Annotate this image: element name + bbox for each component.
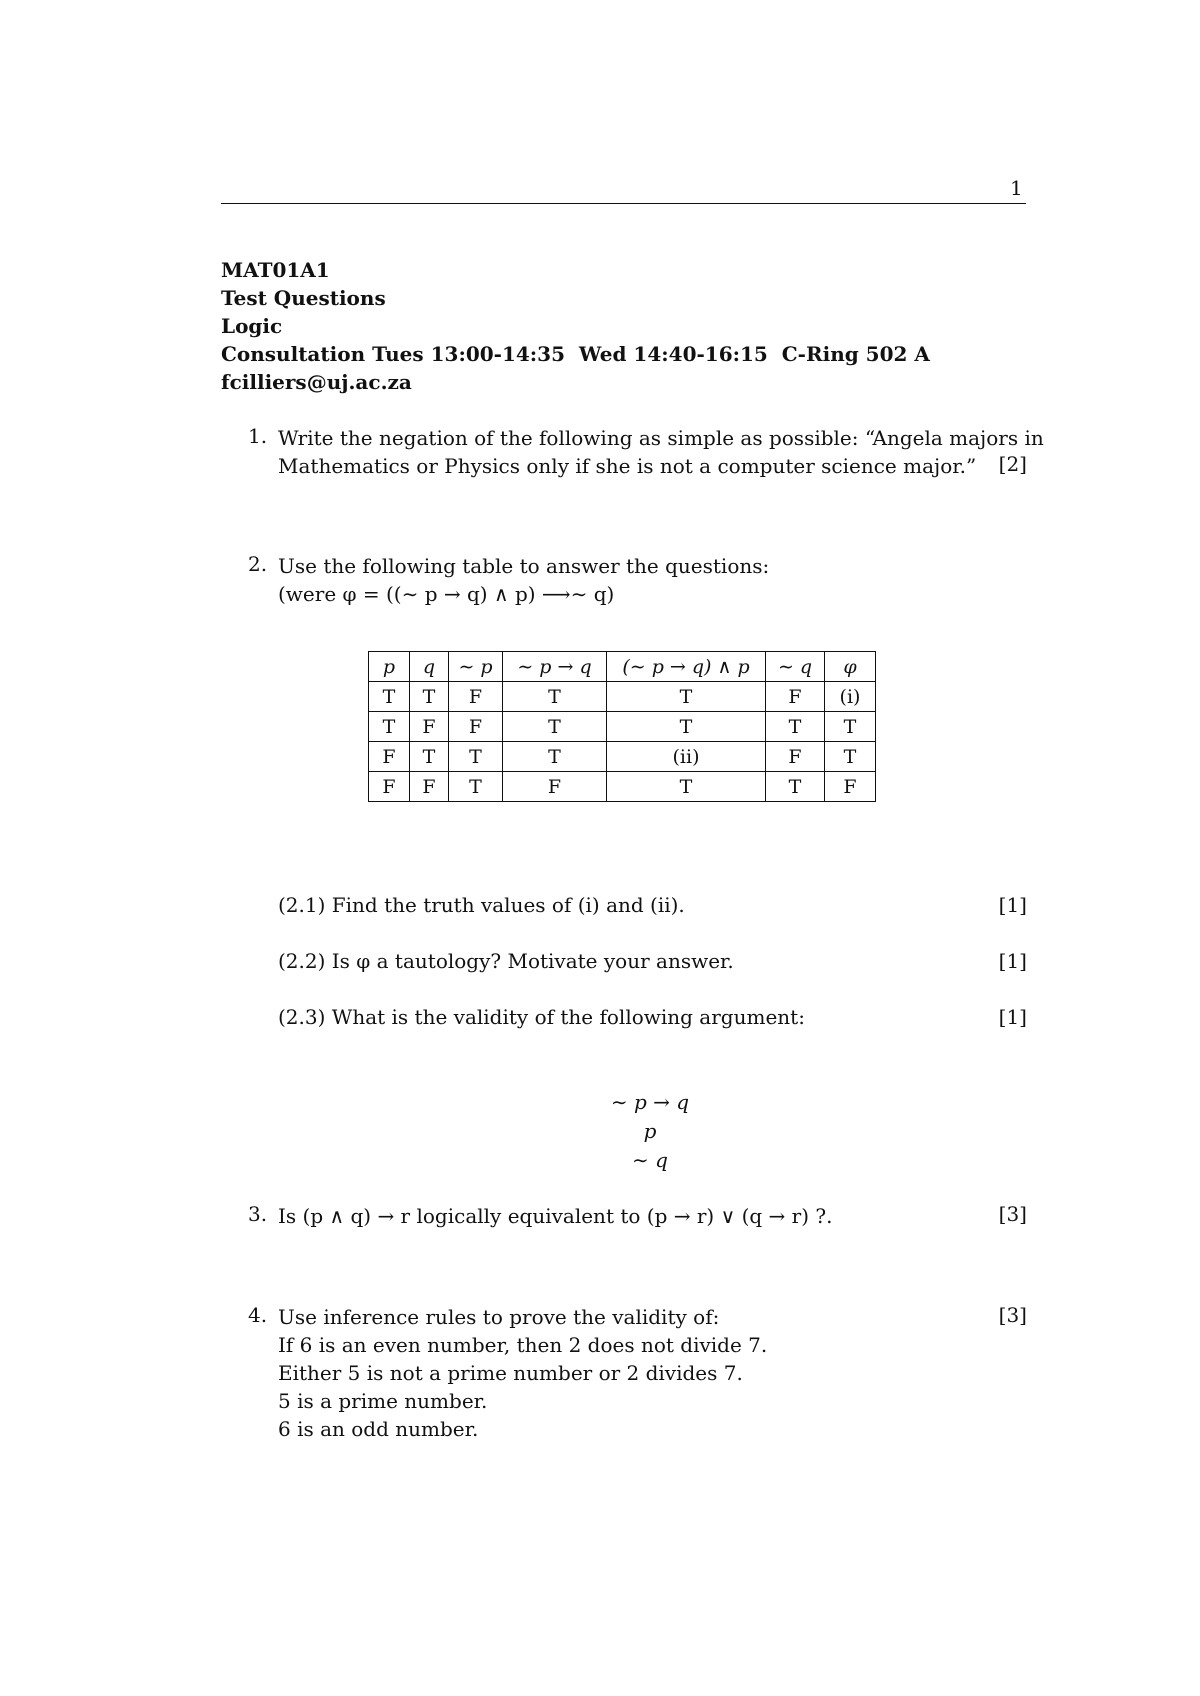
table-cell: T [369, 682, 410, 712]
contact-email: fcilliers@uj.ac.za [221, 370, 412, 394]
table-cell: T [449, 772, 503, 802]
table-cell: F [825, 772, 876, 802]
table-cell: F [766, 682, 825, 712]
question-text: Is (p ∧ q) → r logically equivalent to (p → r) ∨ (q → r) ?. [278, 1204, 833, 1228]
table-row [369, 682, 876, 712]
subquestion-2-2: (2.2) Is φ a tautology? Motivate your answer. [278, 949, 734, 973]
table-row [369, 742, 876, 772]
table-row [369, 712, 876, 742]
argument-premise: p [643, 1119, 657, 1143]
table-header-cell: ∼ q [766, 652, 825, 682]
question-marks: [3] [998, 1202, 1027, 1226]
document-title: Test Questions [221, 286, 386, 310]
question-text: Use the following table to answer the questions: [278, 554, 770, 578]
table-cell: T [503, 712, 607, 742]
page-number: 1 [1010, 176, 1023, 200]
table-cell: T [825, 712, 876, 742]
table-header-cell: p [369, 652, 410, 682]
table-cell: F [410, 772, 449, 802]
subquestion-2-3: (2.3) What is the validity of the following argument: [278, 1005, 805, 1029]
question-marks: [2] [998, 452, 1027, 476]
table-cell: T [503, 742, 607, 772]
premise-line: If 6 is an even number, then 2 does not divide 7. [278, 1333, 768, 1357]
table-cell: T [410, 682, 449, 712]
table-cell: T [825, 742, 876, 772]
table-cell: F [449, 712, 503, 742]
table-cell: T [503, 682, 607, 712]
truth-table [368, 651, 876, 802]
table-header-cell: φ [825, 652, 876, 682]
table-header-cell: ∼ p [449, 652, 503, 682]
table-header-cell: q [410, 652, 449, 682]
table-cell: (ii) [607, 742, 766, 772]
question-text: Use inference rules to prove the validity of: [278, 1305, 720, 1329]
course-code: MAT01A1 [221, 258, 330, 282]
table-cell: F [449, 682, 503, 712]
table-cell: T [607, 682, 766, 712]
question-number: 1. [248, 424, 268, 448]
table-header-cell: ∼ p → q [503, 652, 607, 682]
table-cell: F [369, 772, 410, 802]
table-header-row [369, 652, 876, 682]
table-cell: T [607, 712, 766, 742]
question-number: 4. [248, 1303, 268, 1327]
argument-conclusion: ∼ q [632, 1148, 668, 1172]
table-cell: T [449, 742, 503, 772]
question-marks: [1] [998, 893, 1027, 917]
table-row [369, 772, 876, 802]
formula-definition: (were φ = ((∼ p → q) ∧ p) ⟶∼ q) [278, 582, 615, 606]
question-number: 2. [248, 552, 268, 576]
table-cell: T [766, 712, 825, 742]
table-cell: T [607, 772, 766, 802]
argument-premise: ∼ p → q [610, 1090, 690, 1114]
question-marks: [1] [998, 949, 1027, 973]
question-text: Mathematics or Physics only if she is not a computer science major.” [278, 454, 977, 478]
table-cell: T [766, 772, 825, 802]
table-cell: F [410, 712, 449, 742]
table-cell: T [369, 712, 410, 742]
question-number: 3. [248, 1202, 268, 1226]
consultation-hours: Consultation Tues 13:00-14:35 Wed 14:40-16:15 C-Ring 502 A [221, 342, 930, 366]
table-cell: F [369, 742, 410, 772]
conclusion-line: 6 is an odd number. [278, 1417, 479, 1441]
question-marks: [1] [998, 1005, 1027, 1029]
table-cell: F [503, 772, 607, 802]
premise-line: 5 is a prime number. [278, 1389, 488, 1413]
table-header-cell: (∼ p → q) ∧ p [607, 652, 766, 682]
subquestion-2-1: (2.1) Find the truth values of (i) and (ii). [278, 893, 685, 917]
table-cell: (i) [825, 682, 876, 712]
question-text: Write the negation of the following as simple as possible: “Angela majors in [278, 426, 1044, 450]
question-marks: [3] [998, 1303, 1027, 1327]
header-rule [221, 203, 1026, 204]
topic: Logic [221, 314, 283, 338]
table-cell: T [410, 742, 449, 772]
table-cell: F [766, 742, 825, 772]
premise-line: Either 5 is not a prime number or 2 divides 7. [278, 1361, 743, 1385]
